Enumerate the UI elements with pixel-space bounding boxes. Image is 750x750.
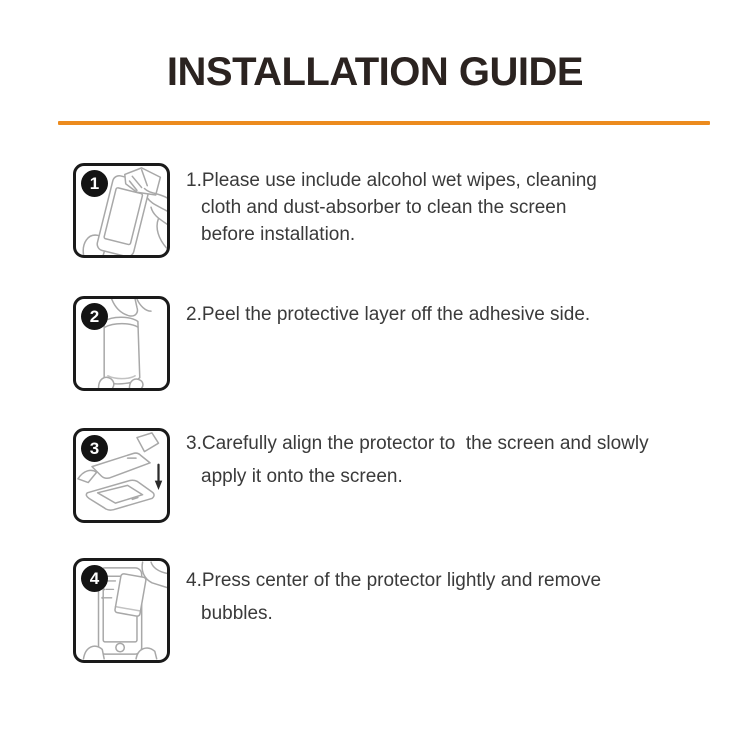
step-2-text-line: 2.Peel the protective layer off the adhesive side.	[186, 304, 591, 325]
step-3-illustration-box	[73, 428, 170, 523]
step-3-badge-number: 3	[89, 438, 100, 458]
step-3-text-line: 3.Carefully align the protector to the screen and slowly	[186, 433, 649, 454]
step-3-text-line: apply it onto the screen.	[201, 466, 403, 487]
step-1-illustration-box	[73, 163, 170, 258]
step-1-text-line: before installation.	[201, 224, 356, 245]
step-1-text-line: 1.Please use include alcohol wet wipes, cleaning	[186, 170, 597, 191]
step-2-badge	[81, 303, 108, 330]
step-4-badge	[81, 565, 108, 592]
step-4-text-line: 4.Press center of the protector lightly and remove	[186, 570, 602, 591]
step-1-text-line: cloth and dust-absorber to clean the screen	[201, 197, 567, 218]
step-2-text	[186, 298, 706, 331]
step-1-text	[186, 167, 706, 248]
step-4-badge-number: 4	[89, 568, 100, 588]
step-1-badge-number: 1	[89, 173, 100, 193]
step-3-text	[186, 427, 706, 493]
step-2-badge-number: 2	[89, 306, 100, 326]
step-4-text-line: bubbles.	[201, 603, 273, 624]
step-4-illustration-box	[73, 558, 170, 663]
down-arrow-icon	[155, 465, 162, 490]
step-3-badge	[81, 435, 108, 462]
title-divider	[58, 121, 710, 125]
page-title: INSTALLATION GUIDE	[166, 50, 584, 94]
step-4-text	[186, 564, 706, 630]
step-2-illustration-box	[73, 296, 170, 391]
step-1-badge	[81, 170, 108, 197]
